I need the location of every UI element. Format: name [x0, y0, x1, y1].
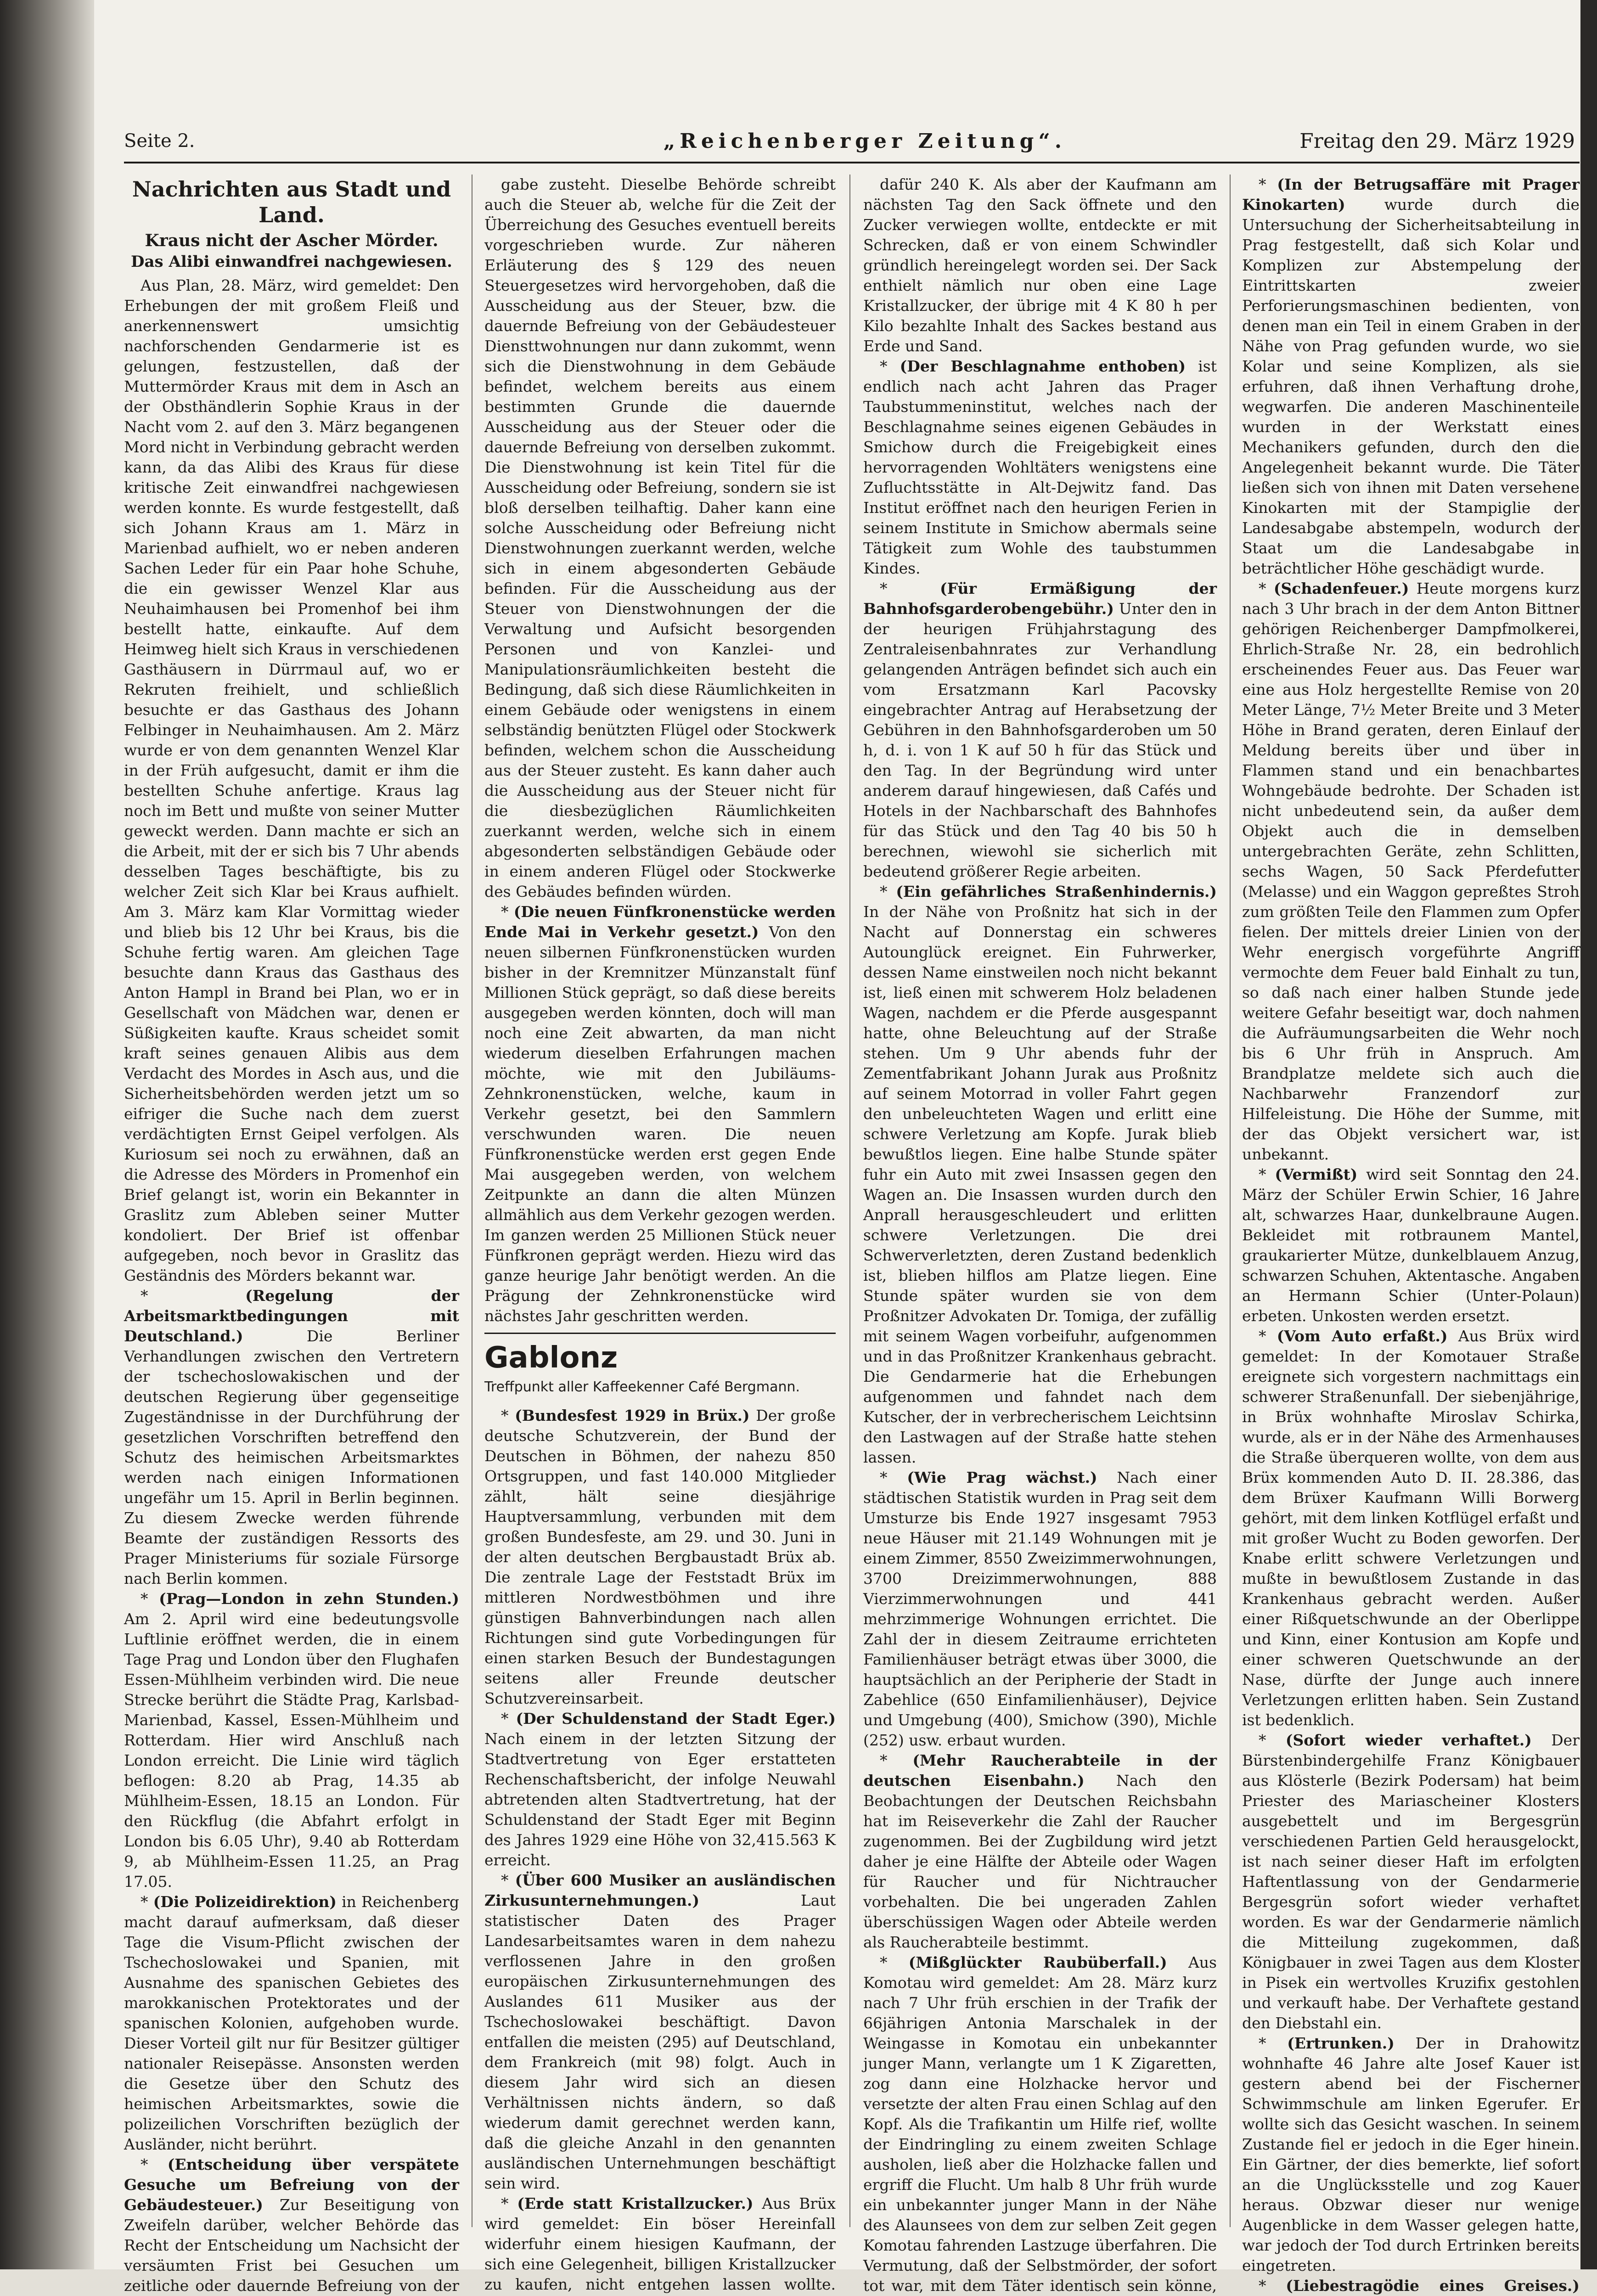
article-text: Der in Drahowitz wohnhafte 46 Jahre alte Josef Kauer ist gestern abend bei der Fischerner Schwimmschule am linken Egerufer. Er wollte sich das Gesicht waschen. In seinem Zustande fiel er jedoch in die Eger hinein. Ein Gärtner, der dies bemerkte, lief sofort an die Unglücksstelle und zog Kauer heraus. Obzwar dieser nur wenige Augenblicke in dem Wasser gelegen hatte, war jedoch der Tod durch Ertrinken bereits eingetreten.	[1242, 2034, 1580, 2274]
column-rule	[1230, 174, 1231, 2227]
article-text: Am 2. April wird eine bedeutungsvolle Luftlinie eröffnet werden, die in einem Tage Prag und London über den Flughafen Essen-Mühlheim verbinden wird. Die neue Strecke berührt die Städte Prag, Karlsbad-Marienbad, Kassel, Essen-Mühlheim und Rotterdam. Hier wird Anschluß nach London erreicht. Die Linie wird täglich beflogen: 8.20 ab Prag, 14.35 ab Mühlheim-Essen, 18.15 an London. Für den Rückflug (die Abfahrt erfolgt in London bis 6.05 Uhr), 9.40 ab Rotterdam 9, ab Mühlheim-Essen 11.25, an Prag 17.05.	[124, 1610, 459, 1891]
article-marker: *	[1259, 580, 1274, 597]
article-text: Der große deutsche Schutzverein, der Bund der Deutschen in Böhmen, der nahezu 850 Ortsgruppen, und fast 140.000 Mitglieder zählt, hält seine diesjährige Hauptversammlung, verbunden mit dem großen Bundesfeste, am 29. und 30. Juni in der alten deutschen Bergbaustadt Brüx ab. Die zentrale Lage der Feststadt Brüx im mittleren Nordwestböhmen und ihre günstigen Bahnverbindungen nach allen Richtungen sind gute Vorbedingungen für einen starken Besuch der Bundestagungen seitens aller Freunde deutscher Schutzvereinsarbeit.	[484, 1407, 836, 1707]
article-paragraph	[484, 174, 836, 902]
article-paragraph	[863, 1468, 1217, 1750]
article-paragraph	[484, 1406, 836, 1709]
article-lead: (Prag—London in zehn Stunden.)	[159, 1590, 459, 1608]
article-marker: *	[501, 1407, 515, 1424]
article-text: Von den neuen silbernen Fünfkronenstücken wurden bisher in der Kremnitzer Münzanstalt fünf Millionen Stück geprägt, so daß diese bereits ausgegeben werden könnten, doch will man noch eine Zeit abwarten, da man nicht wiederum dieselben Erfahrungen machen möchte, wie mit den Jubiläums-Zehnkronenstücken, welche, kaum in Verkehr gesetzt, bei den Sammlern verschwunden waren. Die neuen Fünfkronenstücke werden erst gegen Ende Mai ausgegeben werden, von welchem Zeitpunkte an dann die alten Münzen allmählich aus dem Verkehr gezogen werden. Im ganzen werden 25 Millionen Stück neuer Fünfkronen geprägt werden. Hiezu wird das ganze heurige Jahr benötigt werden. An die Prägung der Zehnkronenstücke wird nächstes Jahr geschritten werden.	[484, 923, 836, 1325]
article-marker: *	[501, 1710, 516, 1728]
gablonz-advert-line: Treffpunkt aller Kaffeekenner Café Bergmann.	[484, 1379, 800, 1395]
article-marker: *	[501, 903, 514, 921]
page-number: Seite 2.	[124, 130, 195, 152]
article-marker: *	[501, 1871, 515, 1889]
article-marker: *	[880, 883, 896, 900]
article-lead: (Ertrunken.)	[1287, 2034, 1395, 2052]
article-text: Aus Brüx wird gemeldet: In der Komotauer Straße ereignete sich vorgestern nachmittags ein schwerer Straßenunfall. Der siebenjährige, in Brüx wohnhafte Miroslav Schirka, wurde, als er in der Nähe des Armenhauses die Straße überqueren wollte, von dem aus Brüx kommenden Auto D. II. 28.386, das dem Brüxer Kaufmann Willi Borwerg gehört, mit dem linken Kotflügel erfaßt und mit großer Wucht zu Boden geworfen. Der Knabe erlitt schwere Verletzungen und mußte in bewußtlosem Zustande in das Krankenhaus gebracht werden. Außer einer Rißquetschwunde an der Oberlippe und Kinn, einer Kontusion am Kopfe und einer schweren Quetschwunde an der Nase, dürfte der Junge auch innere Verletzungen erlitten haben. Sein Zustand ist bedenklich.	[1242, 1327, 1580, 1729]
article-marker: *	[1259, 1327, 1277, 1345]
article-marker: *	[1259, 175, 1277, 193]
article-paragraph	[124, 1589, 459, 1892]
article-lead: (Die Polizeidirektion)	[153, 1893, 337, 1911]
article-paragraph	[1242, 579, 1580, 1165]
article-paragraph	[124, 2155, 459, 2296]
article-lead: (Der Schuldenstand der Stadt Eger.)	[516, 1710, 836, 1728]
article-lead: (Vom Auto erfaßt.)	[1276, 1327, 1448, 1345]
article-text: Laut statistischer Daten des Prager Landesarbeitsamtes waren in dem nahezu verflossenen Jahre in den großen europäischen Zirkusunternehmungen des Auslandes 611 Musiker aus der Tschechoslowakei beschäftigt. Davon entfallen die meisten (295) auf Deutschland, dem Frankreich (mit 98) folgt. Auch in diesem Jahr wird sich an diesen Verhältnissen nichts ändern, so daß wiederum damit gerechnet werden kann, daß die gleiche Anzahl in den genannten ausländischen Unternehmungen beschäftigt sein wird.	[484, 1891, 836, 2192]
article-paragraph	[124, 1892, 459, 2155]
scan-binding-shadow	[0, 0, 94, 2269]
article-paragraph	[863, 1750, 1217, 1953]
article-lead: (Sofort wieder verhaftet.)	[1285, 1731, 1532, 1749]
article-marker: *	[1259, 1731, 1286, 1749]
article-text: Heute morgens kurz nach 3 Uhr brach in der dem Anton Bittner gehörigen Reichenberger Dampfmolkerei, Ehrlich-Straße Nr. 28, ein bedrohlich erscheinendes Feuer aus. Das Feuer war eine aus Holz hergestellte Remise von 20 Meter Länge, 7½ Meter Breite und 3 Meter Höhe in Brand geraten, deren Einlauf der Meldung bereits über und über in Flammen stand und ein benachbartes Wohngebäude bedrohte. Der Schaden ist nicht unbedeutend sein, da außer dem Objekt auch die in demselben untergebrachten Geräte, zehn Schlitten, sechs Wagen, 50 Sack Pferdefutter (Melasse) und ein Waggon gepreßtes Stroh zum größten Teile den Flammen zum Opfer fielen. Der mittels dreier Linien von der Wehr energisch vorgeführte Angriff vermochte dem Feuer bald Einhalt zu tun, so daß nach einer halben Stunde jede weitere Gefahr beseitigt war, doch nahmen die Aufräumungsarbeiten die Wehr noch bis 6 Uhr früh in Anspruch. Am Brandplatze meldete sich auch die Nachbarwehr Franzendorf zur Hilfeleistung. Die Höhe der Summe, mit der das Objekt versichert war, ist unbekannt.	[1242, 580, 1580, 1163]
article-paragraph	[484, 1709, 836, 1870]
newspaper-title: „Reichenberger Zeitung“.	[664, 129, 1067, 153]
article-text: Der Bürstenbindergehilfe Franz Königbauer aus Klösterle (Bezirk Podersam) hat beim Priester des Mariascheiner Klosters ausgebettelt und im Bergesgrün verschiedenen Partien Geld herausgelockt, ist nach seiner dieser Haft im erfolgten Haftentlassung von der Gendarmerie Bergesgrün sofort wieder verhaftet worden. Es war der Gendarmerie nämlich die Mitteilung zugekommen, daß Königbauer in zwei Tagen aus dem Kloster in Pisek ein wertvolles Kruzifix gestohlen und verkauft habe. Der Verhaftete gestand den Diebstahl ein.	[1242, 1731, 1580, 2032]
article-text: Nach einem in der letzten Sitzung der Stadtvertretung von Eger erstatteten Rechenschaftsbericht, der infolge Neuwahl abtretenden alten Stadtvertretung, hat der Schuldenstand der Stadt Eger mit Beginn des Jahres 1929 eine Höhe von 32,415.563 K erreicht.	[484, 1730, 836, 1869]
article-lead: (Wie Prag wächst.)	[907, 1469, 1097, 1486]
article-text: ist endlich nach acht Jahren das Prager Taubstummeninstitut, welches nach der Beschlagnahme seines eigenen Gebäudes in Smichow durch die Freigebigkeit eines hervorragenden Wohltäters wenigstens eine Zufluchtsstätte in Alt-Dejwitz fand. Das Institut eröffnet nach den heurigen Ferien in seinem Institute in Smichow abermals seine Tätigkeit zum Wohle des taubstummen Kindes.	[863, 357, 1217, 577]
article-text: gabe zusteht. Dieselbe Behörde schreibt auch die Steuer ab, welche für die Zeit der Überreichung des Gesuches eventuell bereits vorgeschrieben wurde. Zur näheren Erläuterung des § 129 des neuen Steuergesetzes wird hervorgehoben, daß die Ausscheidung aus der Steuer, bzw. die dauernde Befreiung von der Gebäudesteuer Diensttwohnungen nur dann zukommt, wenn sich die Dienstwohnung in dem Gebäude befindet, welchem bereits aus einem bestimmten Grunde die dauernde Ausscheidung aus der Steuer oder die dauernde Befreiung von derselben zukommt. Die Dienstwohnung ist kein Titel für die Ausscheidung oder Befreiung, sondern sie ist bloß derselben teilhaftig. Daher kann eine solche Ausscheidung oder Befreiung nicht Dienstwohnungen zuerkannt werden, welche sich in einem abgesonderten Gebäude befinden. Für die Ausscheidung aus der Steuer von Dienstwohnungen der die Verwaltung und Aufsicht besorgenden Personen und von Kanzlei- und Manipulationsräumlichkeiten besteht die Bedingung, daß sich diese Räumlichkeiten in einem Gebäude oder wenigstens in einem selbständig benützten Flügel oder Stockwerk befinden, welchem schon die Ausscheidung aus der Steuer zusteht. Es kann daher auch die Ausscheidung aus der Steuer nicht für die diesbezüglichen Räumlichkeiten zuerkannt werden, welche sich in einem abgesonderten selbständigen Gebäude oder in einem anderen Flügel oder Stockwerke des Gebäudes befinden würden.	[484, 175, 836, 900]
article-lead: (Regelung der Arbeitsmarktbedingungen mit Deutschland.)	[124, 1287, 459, 1345]
article-paragraph	[124, 1286, 459, 1589]
article-paragraph	[1242, 174, 1580, 579]
article-text: wurde durch die Untersuchung der Sicherheitsabteilung in Prag festgestellt, daß sich Kolar und Komplizen zur Abstempelung der Eintrittskarten zweier Perforierungsmaschinen bedienten, von denen man ein Teil in einem Graben in der Nähe von Prag gefunden wurde, wo sie Kolar und seine Komplizen, als sie erfuhren, daß ihnen Verhaftung drohe, wegwarfen. Die anderen Maschinenteile wurden in der Werkstatt eines Mechanikers gefunden, durch den die Angelegenheit bekannt wurde. Die Täter ließen sich von ihnen mit Daten versehene Kinokarten mit der Stampiglie der Landesabgabe abstempeln, wodurch der Staat um die Landesabgabe in beträchtlicher Höhe geschädigt wurde.	[1242, 196, 1580, 577]
article-marker: *	[880, 1469, 907, 1486]
article-lead: (Der Beschlagnahme enthoben)	[900, 357, 1186, 375]
article-lead: (Mehr Raucherabteile in der deutschen Eisenbahn.)	[863, 1751, 1217, 1790]
article-lead: (Vermißt)	[1275, 1165, 1358, 1183]
article-marker: *	[141, 1590, 159, 1608]
article-lead: (Schadenfeuer.)	[1273, 580, 1409, 597]
article-lead: (Erde statt Kristallzucker.)	[517, 2195, 754, 2212]
column-3-articles	[863, 174, 1217, 2296]
article-marker: *	[880, 580, 940, 597]
article-lead: (Für Ermäßigung der Bahnhofsgarderobengebühr.)	[863, 580, 1217, 618]
column-2-articles	[484, 174, 836, 1326]
article-lead: (Ein gefährliches Straßenhindernis.)	[896, 883, 1217, 900]
article-paragraph	[863, 1953, 1217, 2296]
header-rule	[124, 162, 1580, 163]
article-paragraph	[484, 2194, 836, 2296]
article-paragraph	[863, 882, 1217, 1468]
column-2-lower-articles	[484, 1406, 836, 2296]
article-lead: (Entscheidung über verspätete Gesuche um Befreiung von der Gebäudesteuer.)	[124, 2155, 459, 2214]
article-marker: *	[141, 2155, 168, 2173]
article-text: Nach einer städtischen Statistik wurden in Prag seit dem Umsturze bis Ende 1927 insgesamt 7953 neue Häuser mit 21.149 Wohnungen mit je einem Zimmer, 8550 Zweizimmerwohnungen, 3700 Dreizimmerwohnungen, 888 Vierzimmerwohnungen und 441 mehrzimmerige Wohnungen errichtet. Die Zahl der in diesem Zeitraume errichteten Familienhäuser beträgt etwas über 3000, die hauptsächlich an der Peripherie der Stadt in Zabehlice (650 Einfamilienhäuser), Dejvice und Umgebung (400), Smichow (390), Michle (252) usw. erbaut wurden.	[863, 1469, 1217, 1749]
scan-edge-right	[1580, 0, 1597, 2269]
article-lead: (Die neuen Fünfkronenstücke werden Ende Mai in Verkehr gesetzt.)	[484, 903, 836, 941]
article-text: dafür 240 K. Als aber der Kaufmann am nächsten Tag den Sack öffnete und den Zucker verwiegen wollte, entdeckte er mit Schrecken, daß er von einem Schwindler gründlich hereingelegt worden sei. Der Sack enthielt nämlich nur oben eine Lage Kristallzucker, der übrige mit 4 K 80 h per Kilo bezahlte Inhalt des Sackes bestand aus Erde und Sand.	[863, 175, 1217, 355]
article-marker: *	[880, 1953, 909, 1971]
article-headline: Kraus nicht der Ascher Mörder.	[145, 231, 439, 250]
section-title: Nachrichten aus Stadt und Land.	[132, 177, 451, 227]
article-paragraph	[863, 579, 1217, 882]
column-1-articles	[124, 276, 459, 2296]
section-divider	[484, 1333, 836, 1334]
article-lead: (Liebestragödie eines Greises.)	[1286, 2277, 1580, 2295]
article-paragraph	[1242, 1326, 1580, 1730]
article-marker: *	[880, 357, 900, 375]
article-marker: *	[501, 2195, 517, 2212]
column-2	[484, 174, 836, 2293]
article-paragraph	[863, 356, 1217, 579]
article-lead: (Bundesfest 1929 in Brüx.)	[515, 1407, 750, 1424]
article-paragraph	[1242, 1165, 1580, 1326]
article-paragraph	[863, 174, 1217, 356]
article-marker: *	[1259, 2034, 1288, 2052]
article-paragraph	[124, 276, 459, 1286]
article-text: In der Nähe von Proßnitz hat sich in der Nacht auf Donnerstag ein schweres Autounglück ereignet. Ein Fuhrwerker, dessen Name einstweilen noch nicht bekannt ist, ließ einen mit schwerem Holz beladenen Wagen, nachdem er die Pferde ausgespannt hatte, ohne Beleuchtung auf der Straße stehen. Um 9 Uhr abends fuhr der Zementfabrikant Johann Jurak aus Proßnitz auf seinem Motorrad in voller Fahrt gegen den unbeleuchteten Wagen und erlitt eine schwere Verletzung am Kopfe. Jurak blieb bewußtlos liegen. Eine halbe Stunde später fuhr ein Auto mit zwei Insassen gegen den Wagen an. Die Insassen wurden durch den Anprall herausgeschleudert und erlitten schwere Verletzungen. Die drei Schwerverletzten, deren Zustand bedenklich ist, blieben hilflos am Platze liegen. Eine Stunde später wurden sie von dem Proßnitzer Advokaten Dr. Tomiga, der zufällig mit seinem Wagen vorbeifuhr, aufgenommen und in das Proßnitzer Krankenhaus gebracht. Die Gendarmerie hat die Erhebungen aufgenommen und fahndet nach dem Kutscher, der in verbrecherischem Leichtsinn den Lastwagen auf der Straße hatte stehen lassen.	[863, 903, 1217, 1466]
column-4-articles	[1242, 174, 1580, 2296]
article-paragraph	[484, 1870, 836, 2194]
article-text: Nach den Beobachtungen der Deutschen Reichsbahn hat im Reiseverkehr die Zahl der Raucher zugenommen. Bei der Zugbildung wird jetzt daher je eine Hälfte der Abteile oder Wagen für Raucher und für Nichtraucher vorbehalten. Die bei ungeraden Zahlen überschüssigen Wagen oder Abteile werden als Raucherabteile bestimmt.	[863, 1772, 1217, 1951]
article-paragraph	[1242, 2276, 1580, 2296]
column-3	[863, 174, 1217, 2295]
article-text: Unter den in der heurigen Frühjahrstagung des Zentraleisenbahnrates zur Verhandlung gelangenden Anträgen befindet sich auch ein vom Ersatzmann Karl Pacovsky eingebrachter Antrag auf Herabsetzung der Gebühren in den Bahnhofsgarderoben um 50 h, d. i. von 1 K auf 50 h für das Stück und den Tag. In der Begründung wird unter anderem darauf hingewiesen, daß Cafés und Hotels in der Nachbarschaft des Bahnhofes für das Stück und den Tag 40 bis 50 h berechnen, wiewohl sie sicherlich mit bedeutend größerer Regie arbeiten.	[863, 600, 1217, 880]
article-paragraph	[1242, 2033, 1580, 2276]
article-marker: *	[1259, 1165, 1275, 1183]
article-marker: *	[141, 1893, 153, 1911]
article-text: Aus Plan, 28. März, wird gemeldet: Den Erhebungen der mit großem Fleiß und anerkennenswert umsichtig nachforschenden Gendarmerie ist es gelungen, festzustellen, daß der Muttermörder Kraus mit dem in Asch an der Obsthändlerin Sophie Kraus in der Nacht vom 2. auf den 3. März begangenen Mord nicht in Verbindung gebracht werden kann, da das Alibi des Kraus für diese kritische Zeit einwandfrei nachgewiesen werden konnte. Es wurde festgestellt, daß sich Johann Kraus am 1. März in Marienbad aufhielt, wo er neben anderen Sachen Leder für ein Paar hohe Schuhe, die ein gewisser Wenzel Klar aus Neuhaimhausen bei Promenhof bei ihm bestellt hatte, einkaufte. Auf dem Heimweg hielt sich Kraus in verschiedenen Gasthäusern in Dürrmaul auf, wo er Rekruten freihielt, und schließlich besuchte er das Gasthaus des Johann Felbinger in Neuhaimhausen. Am 2. März wurde er von dem genannten Wenzel Klar in der Früh aufgesucht, damit er ihm die bestellten Schuhe anfertige. Kraus lag noch im Bett und mußte von seiner Mutter geweckt werden. Dann machte er sich an die Arbeit, mit der er sich bis 7 Uhr abends desselben Tages beschäftigte, bis zu welcher Zeit sich Klar bei Kraus aufhielt. Am 3. März kam Klar Vormittag wieder und blieb bis 12 Uhr bei Kraus, bis die Schuhe fertig waren. Am gleichen Tage besuchte dann Kraus das Gasthaus des Anton Hampl in Brand bei Plan, wo er in Gesellschaft von Mädchen war, denen er Süßigkeiten kaufte. Kraus scheidet somit kraft seines genauen Alibis aus dem Verdacht des Mordes in Asch aus, und die Sicherheitsbehörden werden jetzt um so eifriger die Suche nach dem zuerst verdächtigten Ernst Geipel verfolgen. Als Kuriosum sei noch zu erwähnen, daß an die Adresse des Mörders in Promenhof ein Brief gelangt ist, worin ein Bekannter in Graslitz zum Ableben seiner Mutter kondoliert. Der Brief ist offenbar aufgegeben, noch bevor in Graslitz das Geständnis des Mörders bekannt war.	[124, 276, 459, 1284]
article-text: wird seit Sonntag den 24. März der Schüler Erwin Schier, 16 Jahre alt, schwarzes Haar, dunkelbraune Augen. Bekleidet mit rotbraunem Mantel, graukarierter Mütze, dunkelblauem Anzug, schwarzen Schuhen, Aktentasche. Angaben an Hermann Schier (Unter-Polaun) erbeten. Unkosten werden ersetzt.	[1242, 1165, 1580, 1325]
article-text: Aus Brüx wird gemeldet: Ein böser Hereinfall widerfuhr einem hiesigen Kaufmann, der sich eine Gelegenheit, billigen Kristallzucker zu kaufen, nicht entgehen lassen wollte.	[484, 2195, 836, 2293]
page-header	[124, 127, 1580, 159]
article-lead: (Über 600 Musiker an ausländischen Zirkusunternehmungen.)	[484, 1871, 836, 1909]
column-4	[1242, 174, 1580, 2295]
article-text: Die Berliner Verhandlungen zwischen den Vertretern der tschechoslowakischen und der deutschen Regierung über gegenseitige Zugeständnisse in der Durchführung der gesetzlichen Vorschriften betreffend den Schutz des heimischen Arbeitsmarktes werden nach einigen Informationen ungefähr um 15. April in Berlin beginnen. Zu diesem Zwecke werden führende Beamte der zuständigen Ressorts des Prager Ministeriums für soziale Fürsorge nach Berlin kommen.	[124, 1327, 459, 1587]
article-paragraph	[1242, 1730, 1580, 2033]
article-marker: *	[880, 1751, 913, 1769]
column-rule	[849, 174, 850, 2227]
article-lead: (Mißglückter Raubüberfall.)	[908, 1953, 1167, 1971]
article-marker: *	[1259, 2277, 1286, 2295]
article-text: in Reichenberg macht darauf aufmerksam, daß dieser Tage die Visum-Pflicht zwischen der Tschechoslowakei und Spanien, mit Ausnahme des spanischen Gebietes des marokkanischen Protektorates und der spanischen Kolonien, aufgehoben wurde. Dieser Vorteil gilt nur für Besitzer gültiger nationaler Reisepässe. Ansonsten werden die Gesetze über den Schutz des heimischen Arbeitsmarktes, sowie die polizeilichen Vorschriften bezüglich der Ausländer, nicht berührt.	[124, 1893, 459, 2153]
article-subheadline: Das Alibi einwandfrei nachgewiesen.	[131, 253, 452, 271]
article-paragraph	[484, 902, 836, 1326]
column-1	[124, 174, 459, 2295]
issue-date: Freitag den 29. März 1929	[1299, 129, 1575, 153]
article-text: Zur Beseitigung von Zweifeln darüber, welcher Behörde das Recht der Entscheidung um Nachsicht der versäumten Frist bei Gesuchen um zeitliche oder dauernde Befreiung von der	[124, 2196, 459, 2295]
article-marker: *	[141, 1287, 246, 1305]
gablonz-section-title: Gablonz	[484, 1341, 618, 1375]
article-text: Aus Komotau wird gemeldet: Am 28. März kurz nach 7 Uhr früh erschien in der Trafik der 66jährigen Antonia Marschalek in der Weingasse in Komotau ein unbekannter junger Mann, verlangte um 1 K Zigaretten, zog dann eine Holzhacke hervor und versetzte der alten Frau einen Schlag auf den Kopf. Als die Trafikantin um Hilfe rief, wollte der Eindringling zu einem zweiten Schlage ausholen, ließ aber die Holzhacke fallen und ergriff die Flucht. Um halb 8 Uhr früh wurde ein unbekannter junger Mann in der Nähe des Alaunsees von dem zur selben Zeit gegen Komotau fahrenden Lastzuge überfahren. Die Vermutung, daß der Selbstmörder, der sofort tot war, mit dem Täter identisch sein könne,	[863, 1953, 1217, 2295]
article-lead: (In der Betrugsaffäre mit Prager Kinokarten)	[1242, 175, 1580, 214]
